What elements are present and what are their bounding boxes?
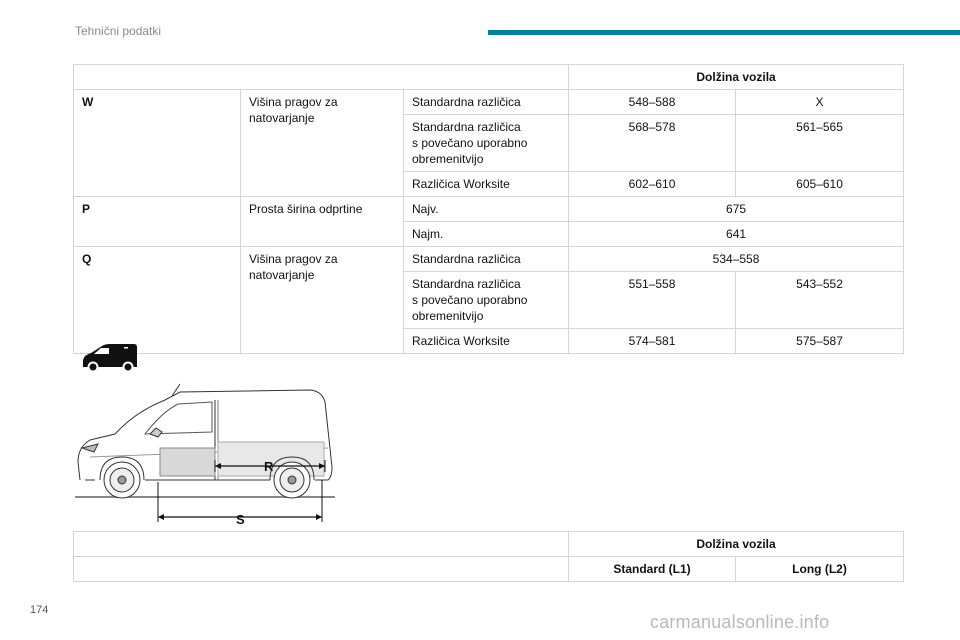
watermark: carmanualsonline.info [650, 612, 830, 632]
value-cell: 548–588 [569, 90, 736, 115]
col-long-l2: Long (L2) [736, 557, 904, 582]
value-cell: 543–552 [736, 272, 904, 329]
header-empty-cell [74, 532, 569, 557]
value-cell: X [736, 90, 904, 115]
table-header-row [74, 65, 904, 90]
variant-line: obremenitvijo [412, 309, 484, 323]
value-cell: 561–565 [736, 115, 904, 172]
value-cell: 568–578 [569, 115, 736, 172]
header-vehicle-length: Dolžina vozila [569, 65, 904, 90]
variant-cell [404, 272, 569, 329]
dimension-label-r: R [264, 459, 274, 474]
table-row [74, 557, 904, 582]
section-title: Tehnični podatki [75, 24, 162, 38]
table-row [74, 197, 904, 222]
row-description-w: Višina pragov za natovarjanje [241, 90, 404, 197]
row-description-p: Prosta širina odprtine [241, 197, 404, 247]
page-number: 174 [30, 604, 49, 616]
col-standard-l1: Standard (L1) [569, 557, 736, 582]
header-accent-bar [488, 30, 960, 35]
value-cell: 534–558 [569, 247, 904, 272]
variant-cell [404, 115, 569, 172]
variant-line: obremenitvijo [412, 152, 484, 166]
variant-cell: Najm. [404, 222, 569, 247]
row-code-w: W [74, 90, 241, 197]
table-row [74, 90, 904, 115]
value-cell: 602–610 [569, 172, 736, 197]
variant-line: Standardna različica [412, 277, 521, 291]
row-code-q: Q [74, 247, 241, 354]
variant-cell: Standardna različica [404, 247, 569, 272]
variant-line: Standardna različica [412, 120, 521, 134]
header-empty-cell [74, 557, 569, 582]
variant-cell: Standardna različica [404, 90, 569, 115]
value-cell: 574–581 [569, 329, 736, 354]
variant-cell: Najv. [404, 197, 569, 222]
table-header-row [74, 532, 904, 557]
dimension-label-s: S [236, 512, 245, 527]
table-row [74, 247, 904, 272]
value-cell: 675 [569, 197, 904, 222]
value-cell: 575–587 [736, 329, 904, 354]
value-cell: 641 [569, 222, 904, 247]
van-side-diagram [70, 382, 340, 527]
spec-table-length [73, 531, 904, 582]
variant-cell: Različica Worksite [404, 329, 569, 354]
variant-line: s povečano uporabno [412, 136, 528, 150]
van-icon [80, 343, 140, 373]
variant-line: s povečano uporabno [412, 293, 528, 307]
header-vehicle-length: Dolžina vozila [569, 532, 904, 557]
value-cell: 605–610 [736, 172, 904, 197]
value-cell: 551–558 [569, 272, 736, 329]
header-empty-cell [74, 65, 569, 90]
row-code-p: P [74, 197, 241, 247]
spec-table-loading-sill [73, 64, 904, 354]
row-description-q: Višina pragov za natovarjanje [241, 247, 404, 354]
variant-cell: Različica Worksite [404, 172, 569, 197]
